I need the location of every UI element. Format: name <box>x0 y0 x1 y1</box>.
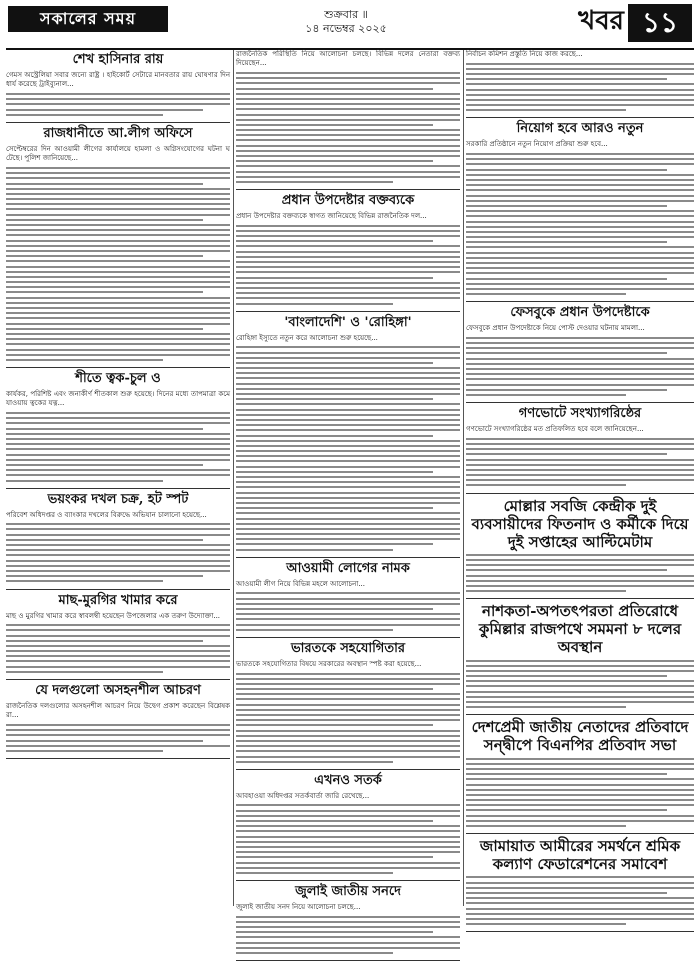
article-body-lines <box>236 592 460 630</box>
article-lead: গেমস অস্ট্রেলিয়া সবার জন্যে রাষ্ট্র । হাইকোর্ট সেটারে মানবতার রায় ঘোষণার দিন ধার্য করেছে ট্রাইব্যুনাল... <box>6 71 230 89</box>
article <box>6 593 230 680</box>
article <box>466 837 694 932</box>
article-headline: এখনও সতর্ক <box>314 772 382 788</box>
article-body-lines <box>466 660 694 709</box>
paper-name: সকালের সময় <box>8 6 168 32</box>
article <box>236 561 460 638</box>
columns <box>6 50 694 912</box>
article-lead: কার্যকর, পরিশিষ্ট এবং জনাকীর্ণ শীতকাল শুরু হয়েছে। দিনের মধ্যে তাপমাত্রা কমে যাওয়ায় ত্বকের যত্ন... <box>6 390 230 408</box>
article-body-lines <box>6 412 230 481</box>
article-headline: রাজধানীতে আ.লীগ অফিসে <box>43 125 193 141</box>
article-lead: সরকারি প্রতিষ্ঠানে নতুন নিয়োগ প্রক্রিয়া শুরু হবে... <box>466 140 608 149</box>
article-headline: ভয়ংকর দখল চক্র, হট স্পট <box>47 491 189 507</box>
article-headline: আওয়ামী লোগের নামক <box>286 560 410 576</box>
article-body-lines <box>466 63 694 112</box>
article <box>6 683 230 759</box>
article-body-lines <box>466 337 694 396</box>
article <box>466 602 694 715</box>
article <box>236 641 460 770</box>
article <box>6 371 230 489</box>
article <box>6 52 230 123</box>
article-lead: আওয়ামী লীগ নিয়ে বিভিন্ন মহলে আলোচনা... <box>236 579 366 588</box>
date: ১৪ নভেম্বর ২০২৫ <box>305 22 387 35</box>
article-headline: ফেসবুকে প্রধান উপদেষ্টাকে <box>510 305 650 321</box>
section-title: খবর <box>578 6 624 36</box>
article <box>6 492 230 590</box>
article-body-lines <box>466 876 694 925</box>
article-body-lines <box>6 724 230 752</box>
article-body-lines <box>236 673 460 763</box>
article-lead: রাজনৈতিক দলগুলোর অসহনশীল আচরণ নিয়ে উদ্বেগ প্রকাশ করেছেন বিশ্লেষকরা... <box>6 702 230 720</box>
article-lead: মাছ ও মুরগির খামার করে স্বাবলম্বী হয়েছেন উপজেলার এক তরুণ উদ্যোক্তা... <box>6 611 221 620</box>
column-2 <box>236 50 460 912</box>
article <box>466 718 694 834</box>
article-headline: দেশপ্রেমী জাতীয় নেতাদের প্রতিবাদে সন্দ্বীপে বিএনপির প্রতিবাদ সভা <box>471 718 689 755</box>
article <box>466 406 694 493</box>
article-body-lines <box>466 554 694 592</box>
article <box>466 497 694 600</box>
article <box>236 315 460 558</box>
article-headline: ভারতকে সহযোগিতার <box>290 640 406 656</box>
article-lead: রাজনৈতিক পরিস্থিতি নিয়ে আলোচনা চলছে। বিভিন্ন দলের নেতারা বক্তব্য দিয়েছেন... <box>236 50 460 68</box>
column-divider <box>233 50 234 906</box>
article-lead: ভারতকে সহযোগিতার বিষয়ে সরকারের অবস্থান স্পষ্ট করা হয়েছে... <box>236 659 422 668</box>
article-body-lines <box>466 153 694 295</box>
article-headline: যে দলগুলো অসহনশীল আচরণ <box>35 683 201 698</box>
article-headline: শীতে ত্বক-চুল ও <box>75 371 161 387</box>
article-headline: নাশকতা-অপতৎপরতা প্রতিরোধে কুমিল্লার রাজপথে সমমনা ৮ দলের অবস্থান <box>478 602 682 657</box>
article-body-lines <box>466 758 694 827</box>
article-body-lines <box>6 523 230 582</box>
article <box>236 193 460 312</box>
column-divider <box>463 50 464 906</box>
article-lead: আবহাওয়া অধিদপ্তর সতর্কবার্তা জারি রেখেছে... <box>236 791 370 800</box>
column-3 <box>466 50 694 906</box>
article-headline: 'বাংলাদেশি' ও 'রোহিঙ্গা' <box>284 314 412 330</box>
article <box>466 121 694 302</box>
article-body-lines <box>236 804 460 873</box>
article <box>236 50 460 190</box>
article-lead: জুলাই জাতীয় সনদ নিয়ে আলোচনা চলছে... <box>236 903 361 912</box>
article <box>236 773 460 881</box>
article-headline: মাছ-মুরগির খামার করে <box>58 592 178 608</box>
article-headline: শেখ হাসিনার রায় <box>72 52 164 67</box>
article-headline: গণভোটে সংখ্যাগরিষ্ঠের <box>518 406 642 422</box>
article-lead: পরিবেশ অধিদপ্তর ও ব্যাংকার দখলের বিরুদ্ধে অভিযান চালানো হয়েছে... <box>6 510 207 519</box>
article-body-lines <box>6 167 230 361</box>
article-headline: জামায়াত আমীরের সমর্থনে শ্রমিক কল্যাণ ফেডারেশনের সমাবেশ <box>479 837 681 874</box>
article-lead: ফেসবুকে প্রধান উপদেষ্টাকে নিয়ে পোস্ট দেওয়ার ঘটনায় মামলা... <box>466 324 645 333</box>
article-body-lines <box>236 225 460 305</box>
article-body-lines <box>6 93 230 116</box>
article <box>6 126 230 368</box>
article-headline: জুলাই জাতীয় সনদে <box>295 884 401 900</box>
day: শুক্রবার ॥ <box>324 8 368 21</box>
page-number: ১১ <box>628 4 692 42</box>
column-1 <box>6 50 230 906</box>
masthead <box>6 4 694 50</box>
article <box>466 305 694 403</box>
article-body-lines <box>236 916 460 954</box>
article-lead: রোহিঙ্গা ইস্যুতে নতুন করে আলোচনা শুরু হয়েছে... <box>236 333 378 342</box>
article <box>236 884 460 961</box>
article-body-lines <box>6 624 230 673</box>
article <box>466 50 694 118</box>
article-lead: সেপ্টেম্বরের দিন আওয়ামী লীগের কার্যালয়ে হামলা ও অগ্নিসংযোগের ঘটনা ঘটেছে। পুলিশ জানিয়েছে... <box>6 144 230 163</box>
article-lead: গণভোটে সংখ্যাগরিষ্ঠের মত প্রতিফলিত হবে বলে জানিয়েছেন... <box>466 425 644 434</box>
article-body-lines <box>236 346 460 550</box>
article-body-lines <box>466 438 694 487</box>
article-lead: নির্বাচন কমিশন প্রস্তুতি নিয়ে কাজ করছে... <box>466 50 583 58</box>
article-headline: নিয়োগ হবে আরও নতুন <box>516 121 644 137</box>
dateline <box>266 8 426 36</box>
article-body-lines <box>236 72 460 183</box>
article-headline: প্রধান উপদেষ্টার বক্তব্যকে <box>281 193 415 209</box>
article-headline: মোল্লার সবজি কেন্দ্রীক দুই ব্যবসায়ীদের ফিতনাদ ও কর্মীকে দিয়ে দুই সপ্তাহের আল্টিমেটাম <box>471 496 689 551</box>
article-lead: প্রধান উপদেষ্টার বক্তব্যকে স্বাগত জানিয়েছে বিভিন্ন রাজনৈতিক দল... <box>236 212 427 221</box>
